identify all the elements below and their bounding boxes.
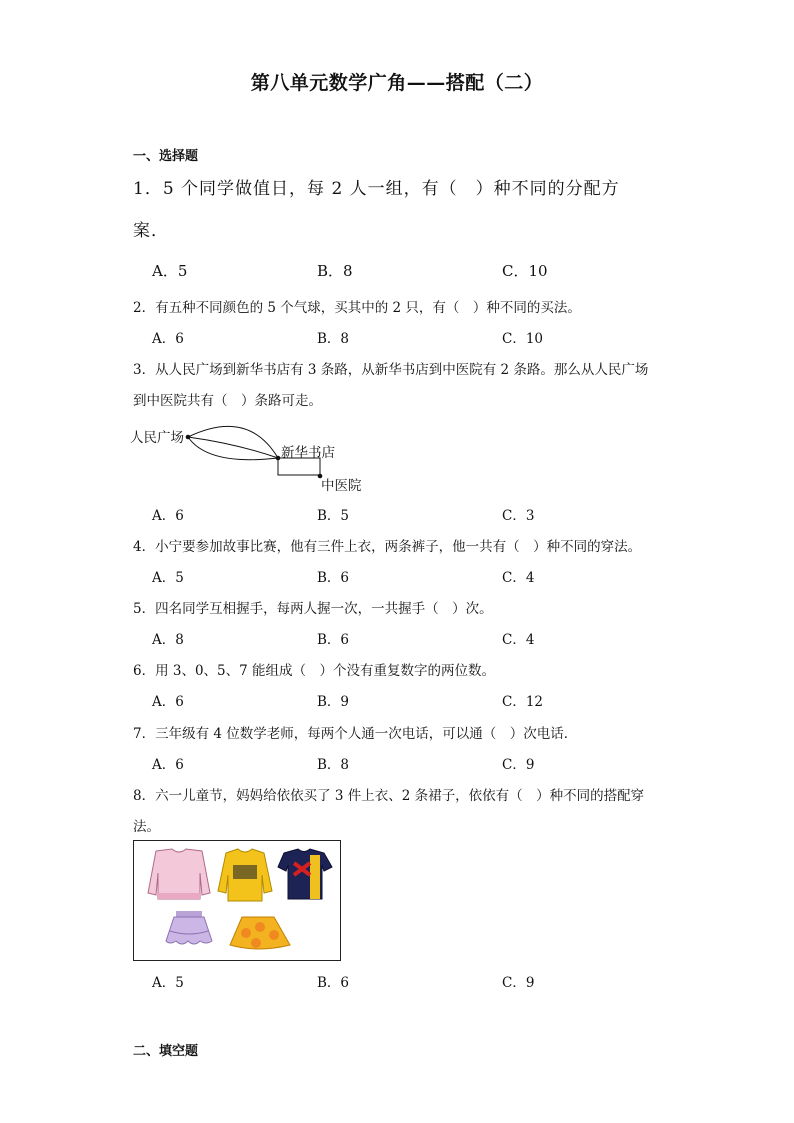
clothes-image xyxy=(133,840,341,961)
question-3-line2: 到中医院共有（ ）条路可走。 xyxy=(133,393,322,409)
section-heading-choice: 一、选择题 xyxy=(133,149,199,164)
question-1-line1: 1．5 个同学做值日，每 2 人一组，有（ ）种不同的分配方 xyxy=(133,179,620,199)
question-1-line2: 案． xyxy=(133,221,169,241)
pink-sweater-icon xyxy=(148,849,210,899)
question-7-option-b[interactable]: B．8 xyxy=(317,757,350,773)
question-1-option-c[interactable]: C．10 xyxy=(502,262,548,280)
question-3-option-b[interactable]: B．5 xyxy=(317,508,350,524)
question-4-option-a[interactable]: A．5 xyxy=(152,570,184,586)
question-7-line1: 7．三年级有 4 位数学老师，每两个人通一次电话，可以通（ ）次电话． xyxy=(133,726,578,742)
question-4-option-c[interactable]: C．4 xyxy=(502,570,535,586)
question-4-line1: 4．小宁要参加故事比赛，他有三件上衣，两条裤子，他一共有（ ）种不同的穿法。 xyxy=(133,539,642,555)
route-label-start: 人民广场 xyxy=(130,430,184,446)
yellow-sweater-icon xyxy=(218,849,272,901)
question-8-line1: 8．六一儿童节，妈妈给依依买了 3 件上衣、2 条裙子，依依有（ ）种不同的搭配穿 xyxy=(133,788,645,804)
question-2-option-c[interactable]: C．10 xyxy=(502,331,544,347)
question-7-option-c[interactable]: C．9 xyxy=(502,757,535,773)
question-8-line2: 法。 xyxy=(133,819,160,835)
question-3-option-a[interactable]: A．6 xyxy=(152,508,184,524)
route-label-middle: 新华书店 xyxy=(281,445,335,461)
question-5-option-b[interactable]: B．6 xyxy=(317,632,350,648)
question-7-option-a[interactable]: A．6 xyxy=(152,757,184,773)
purple-skirt-icon xyxy=(166,911,212,944)
question-4-option-b[interactable]: B．6 xyxy=(317,570,350,586)
question-6-line1: 6．用 3、0、5、7 能组成（ ）个没有重复数字的两位数。 xyxy=(133,663,496,679)
route-label-end: 中医院 xyxy=(321,478,362,494)
yellow-skirt-icon xyxy=(230,917,290,949)
question-5-option-c[interactable]: C．4 xyxy=(502,632,535,648)
section-heading-fill: 二、填空题 xyxy=(133,1044,199,1059)
page-title: 第八单元数学广角——搭配（二） xyxy=(250,72,544,94)
question-8-option-a[interactable]: A．5 xyxy=(152,975,184,991)
question-3-line1: 3．从人民广场到新华书店有 3 条路，从新华书店到中医院有 2 条路。那么从人民广场 xyxy=(133,362,649,378)
question-2-option-a[interactable]: A．6 xyxy=(152,331,184,347)
question-2-option-b[interactable]: B．8 xyxy=(317,331,350,347)
question-6-option-b[interactable]: B．9 xyxy=(317,694,350,710)
clothes-illustration xyxy=(134,841,340,960)
question-5-option-a[interactable]: A．8 xyxy=(152,632,184,648)
question-5-line1: 5．四名同学互相握手，每两人握一次，一共握手（ ）次。 xyxy=(133,601,493,617)
question-1-option-b[interactable]: B．8 xyxy=(317,262,353,280)
navy-tshirt-icon xyxy=(278,849,332,899)
question-8-option-c[interactable]: C．9 xyxy=(502,975,535,991)
question-1-option-a[interactable]: A．5 xyxy=(152,262,188,280)
question-6-option-a[interactable]: A．6 xyxy=(152,694,184,710)
question-3-option-c[interactable]: C．3 xyxy=(502,508,535,524)
question-8-option-b[interactable]: B．6 xyxy=(317,975,350,991)
question-6-option-c[interactable]: C．12 xyxy=(502,694,544,710)
question-2-line1: 2．有五种不同颜色的 5 个气球，买其中的 2 只，有（ ）种不同的买法。 xyxy=(133,300,581,316)
